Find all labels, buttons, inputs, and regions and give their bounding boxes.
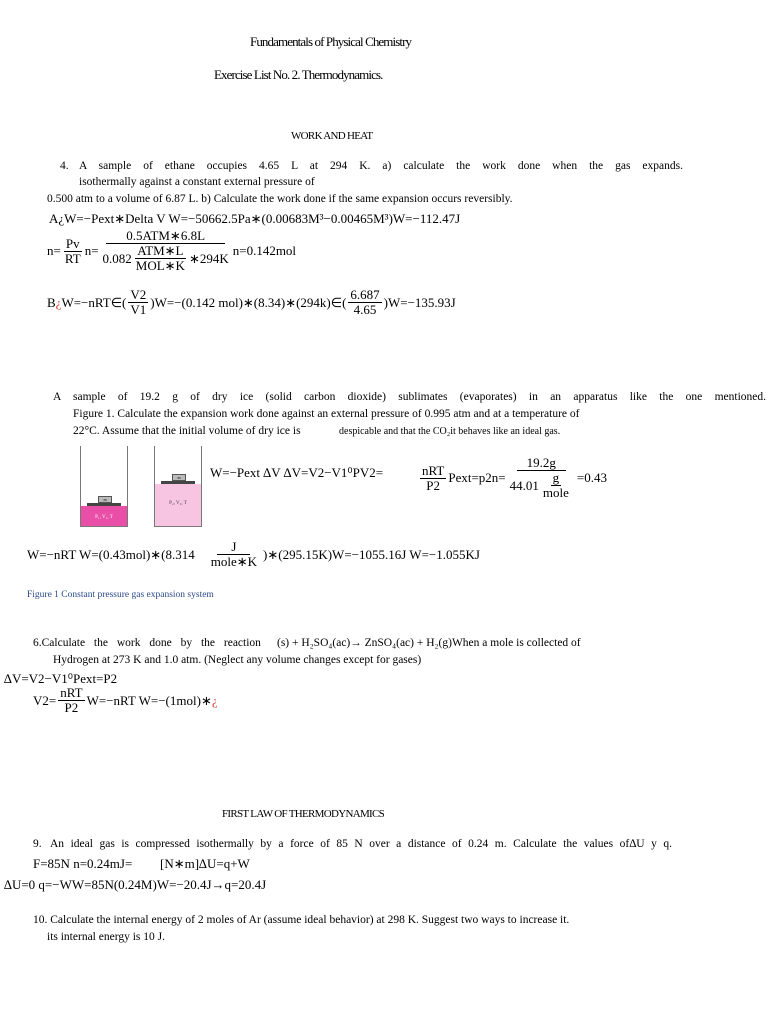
q4-b-frac1-den: V1 (130, 302, 147, 317)
q5-frac-nrt-den: P2 (426, 477, 441, 493)
q6-eq2-part-a: V2= (33, 692, 57, 708)
q5-eq2-part-a: W=−nRT W=(0.43mol)∗(8.314 (27, 546, 195, 562)
q6-eq2-part-b: W=−nRT W=−(1mol)∗ (86, 692, 212, 708)
q5-frac-moles (508, 456, 575, 500)
q5-frac-moles-den (508, 471, 575, 500)
q5-den-pre: 44.01 (509, 477, 539, 493)
q6-eq2-frac (58, 686, 84, 715)
q4-n-result: n=0.142mol (232, 243, 297, 258)
q5-line3a: 22°C. Assume that the initial volume of dry ice is (73, 425, 301, 437)
q9-equation2: ∆U=0 q=−WW=85N(0.24M)W=−20.4J→q=20.4J (4, 877, 267, 892)
q6-equation1: ∆V=V2−V1⁰Pext=P2 (4, 671, 118, 686)
q4-b-part-a: W=−nRT∈( (61, 294, 127, 310)
q4-line2: isothermally against a constant external pressure of (79, 176, 315, 188)
q4-b-frac1 (128, 288, 148, 317)
q9-equation1a: F=85N n=0.24mJ= (33, 856, 133, 871)
q4-frac-den: RT (64, 250, 81, 266)
q5-frac-nrt-num: nRT (422, 462, 445, 478)
q6-equation2 (33, 686, 218, 715)
q5-line3b: despicable and that the CO₂it behaves like an ideal gas. (339, 426, 561, 437)
q4-n-lhs: n= (47, 243, 61, 258)
q5-line1: A sample of 19.2 g of dry ice (solid carbon dioxide) sublimates (evaporates) in an apparatus like the one mentioned. (53, 391, 766, 403)
q5-eq2-part-b: )∗(295.15K)W=−1055.16J W=−1.055KJ (263, 546, 480, 562)
q10-line2: its internal energy is 10 J. (47, 931, 165, 943)
beaker-final (154, 446, 202, 527)
q5-eq2-frac (209, 540, 259, 569)
q6-line1b: (s) + H₂SO₄(ac)→ ZnSO₄(ac) + H₂(g)When a mole is collected of (277, 637, 581, 649)
q5-equation1b (418, 456, 607, 500)
beaker-initial (80, 446, 128, 527)
q4-main-num: 0.5ATM∗6.8L (106, 229, 225, 244)
beaker-initial-piston (87, 503, 121, 506)
q10-line1: 10. Calculate the internal energy of 2 moles of Ar (assume ideal behavior) at 298 K. Suggest two ways to increase it. (33, 914, 570, 926)
q4-number: 4. (60, 160, 69, 172)
q9-number: 9. (33, 838, 42, 850)
q4-b-frac2 (348, 288, 381, 317)
q5-eq1-mid: Pext=p2n= (448, 470, 506, 485)
section-title-first-law: FIRST LAW OF THERMODYNAMICS (222, 808, 385, 820)
q4-equation-b (47, 288, 456, 317)
q6-line2: Hydrogen at 273 K and 1.0 atm. (Neglect any volume changes except for gases) (53, 654, 422, 666)
q5-equation1a: W=−Pext ∆V ∆V=V2−V1⁰PV2= (210, 465, 384, 480)
q5-equation2 (27, 540, 480, 569)
q4-n-mid: n= (84, 243, 99, 258)
figure-caption: Figure 1 Constant pressure gas expansion system (27, 590, 214, 600)
q4-fraction-pv-rt (63, 237, 83, 266)
course-title: Fundamentals of Physical Chemistry (250, 34, 412, 49)
q4-b-part-c: )W=−135.93J (383, 294, 456, 310)
q4-line1: A sample of ethane occupies 4.65 L at 294 K. a) calculate the work done when the gas expands. (79, 160, 683, 172)
q5-eq1-result: =0.43 (576, 470, 607, 485)
q5-eq2-frac-den: mole∗K (210, 554, 258, 569)
beaker-initial-weight: m (98, 496, 112, 503)
q6-eq2-frac-num: nRT (60, 685, 83, 700)
q4-den-frac-den: MOL∗K (135, 258, 185, 273)
q4-b-mark: ¿ (55, 294, 62, 310)
q4-den-frac (134, 244, 187, 273)
q4-b-frac1-num: V2 (130, 287, 147, 302)
q5-eq2-frac-num: J (217, 540, 250, 555)
q4-b-label: B (47, 294, 56, 310)
q4-den-pre: 0.082 (102, 250, 132, 266)
q5-line2: Figure 1. Calculate the expansion work done against an external pressure of 0.995 atm and at a temperature of (73, 408, 580, 420)
q9-equation1b: [N∗m]∆U=q+W (160, 856, 250, 871)
q4-den-frac-num: ATM∗L (137, 243, 184, 258)
beaker-initial-label: P₁, V₁, T (95, 515, 113, 520)
q6-line1a: 6.Calculate the work done by the reaction (33, 637, 261, 649)
q9-line1: An ideal gas is compressed isothermally by a force of 85 N over a distance of 0.24 m. Calculate the values of∆U y q. (50, 838, 672, 850)
q4-b-frac2-den: 4.65 (353, 302, 377, 317)
q4-b-part-b: )W=−(0.142 mol)∗(8.34)∗(294k)∈( (150, 294, 347, 310)
q5-den-frac-num: g (552, 470, 560, 485)
q4-fraction-main (101, 229, 231, 273)
beaker-final-label: P₂, V₂, T (169, 501, 187, 506)
q4-b-frac2-num: 6.687 (350, 287, 380, 302)
beaker-final-weight: m (172, 474, 186, 481)
q4-frac-num: Pv (65, 235, 80, 251)
beaker-final-piston (161, 481, 195, 484)
q4-den-post: ∗294K (188, 250, 229, 266)
q4-equation-a: A¿W=−Pext∗Delta V W=−50662.5Pa∗(0.00683M³−0.00465M³)W=−112.47J (49, 211, 461, 226)
exercise-title: Exercise List No. 2. Thermodynamics. (214, 67, 383, 82)
q5-frac-nrt (420, 464, 446, 493)
q5-den-frac-den: mole (542, 485, 569, 500)
q6-eq2-frac-den: P2 (64, 700, 79, 715)
q5-den-frac (541, 471, 571, 500)
section-title-work-heat: WORK AND HEAT (291, 130, 373, 142)
q4-line3: 0.500 atm to a volume of 6.87 L. b) Calculate the work done if the same expansion occurs reversibly. (47, 193, 513, 205)
q4-main-den (101, 244, 231, 273)
q5-frac-moles-num: 19.2g (517, 456, 566, 471)
q6-eq2-mark: ¿ (211, 692, 218, 708)
q4-moles-equation (47, 229, 296, 273)
